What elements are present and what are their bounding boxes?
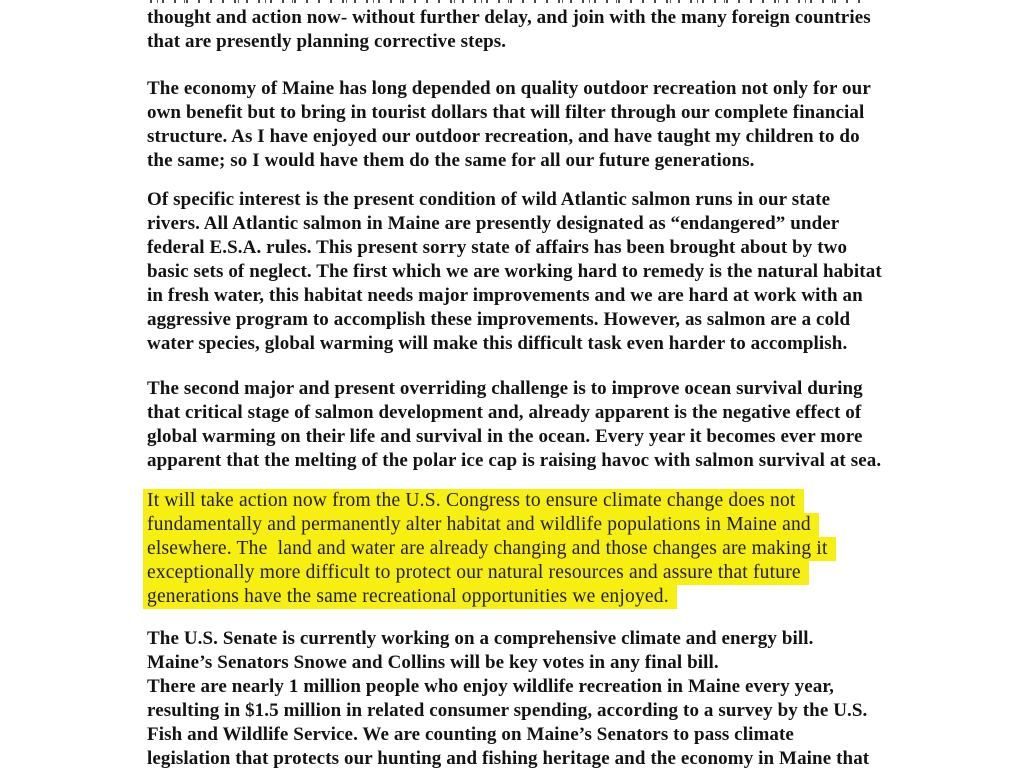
text-line: basic sets of neglect. The first which we are working hard to remedy is the natural habitat	[147, 261, 882, 282]
text-line: resulting in $1.5 million in related consumer spending, according to a survey by the U.S.	[147, 700, 868, 721]
text-line: rivers. All Atlantic salmon in Maine are presently designated as “endangered” under	[147, 213, 840, 234]
highlighted-text-line: exceptionally more difficult to protect our natural resources and assure that future	[143, 561, 809, 585]
text-line: Fish and Wildlife Service. We are counting on Maine’s Senators to pass climate	[147, 724, 794, 745]
text-line: in fresh water, this habitat needs major improvements and we are hard at work with an	[147, 285, 863, 306]
text-line: global warming on their life and survival in the ocean. Every year it becomes ever more	[147, 426, 863, 447]
highlighted-text-line: generations have the same recreational opportunities we enjoyed.	[143, 585, 677, 609]
text-line: aggressive program to accomplish these improvements. However, as salmon are a cold	[147, 309, 851, 330]
paragraph	[147, 627, 869, 771]
highlighted-text-line: It will take action now from the U.S. Congress to ensure climate change does not	[143, 489, 804, 513]
text-line: federal E.S.A. rules. This present sorry state of affairs has been brought about by two	[147, 237, 848, 258]
text-line: water species, global warming will make this difficult task even harder to accomplish.	[147, 333, 848, 354]
text-line: The U.S. Senate is currently working on a comprehensive climate and energy bill.	[147, 628, 814, 649]
highlighted-text-line: elsewhere. The land and water are already changing and those changes are making it	[143, 537, 836, 561]
text-line: the same; so I would have them do the same for all our future generations.	[147, 150, 755, 171]
text-line: Of specific interest is the present condition of wild Atlantic salmon runs in our state	[147, 189, 831, 210]
text-line: structure. As I have enjoyed our outdoor recreation, and have taught my children to do	[147, 126, 860, 147]
text-line: that critical stage of salmon development and, already apparent is the negative effect of	[147, 402, 862, 423]
text-line: thought and action now- without further delay, and join with the many foreign countries	[147, 7, 871, 28]
text-line: own benefit but to bring in tourist dollars that will filter through our complete financial	[147, 102, 865, 123]
text-line: apparent that the melting of the polar ice cap is raising havoc with salmon survival at sea.	[147, 450, 882, 471]
paragraph	[147, 188, 882, 356]
clipped-previous-line	[148, 0, 860, 3]
text-line: Maine’s Senators Snowe and Collins will be key votes in any final bill.	[147, 652, 719, 673]
text-line: The economy of Maine has long depended on quality outdoor recreation not only for our	[147, 78, 871, 99]
text-line: that are presently planning corrective steps.	[147, 31, 507, 52]
text-line: legislation that protects our hunting and fishing heritage and the economy in Maine that	[147, 748, 870, 769]
text-line: The second major and present overriding challenge is to improve ocean survival during	[147, 378, 863, 399]
paragraph	[147, 77, 871, 173]
highlighted-paragraph	[147, 489, 836, 609]
paragraph	[147, 377, 881, 473]
highlighted-text-line: fundamentally and permanently alter habitat and wildlife populations in Maine and	[143, 513, 819, 537]
text-line: There are nearly 1 million people who enjoy wildlife recreation in Maine every year,	[147, 676, 835, 697]
paragraph	[147, 6, 871, 54]
